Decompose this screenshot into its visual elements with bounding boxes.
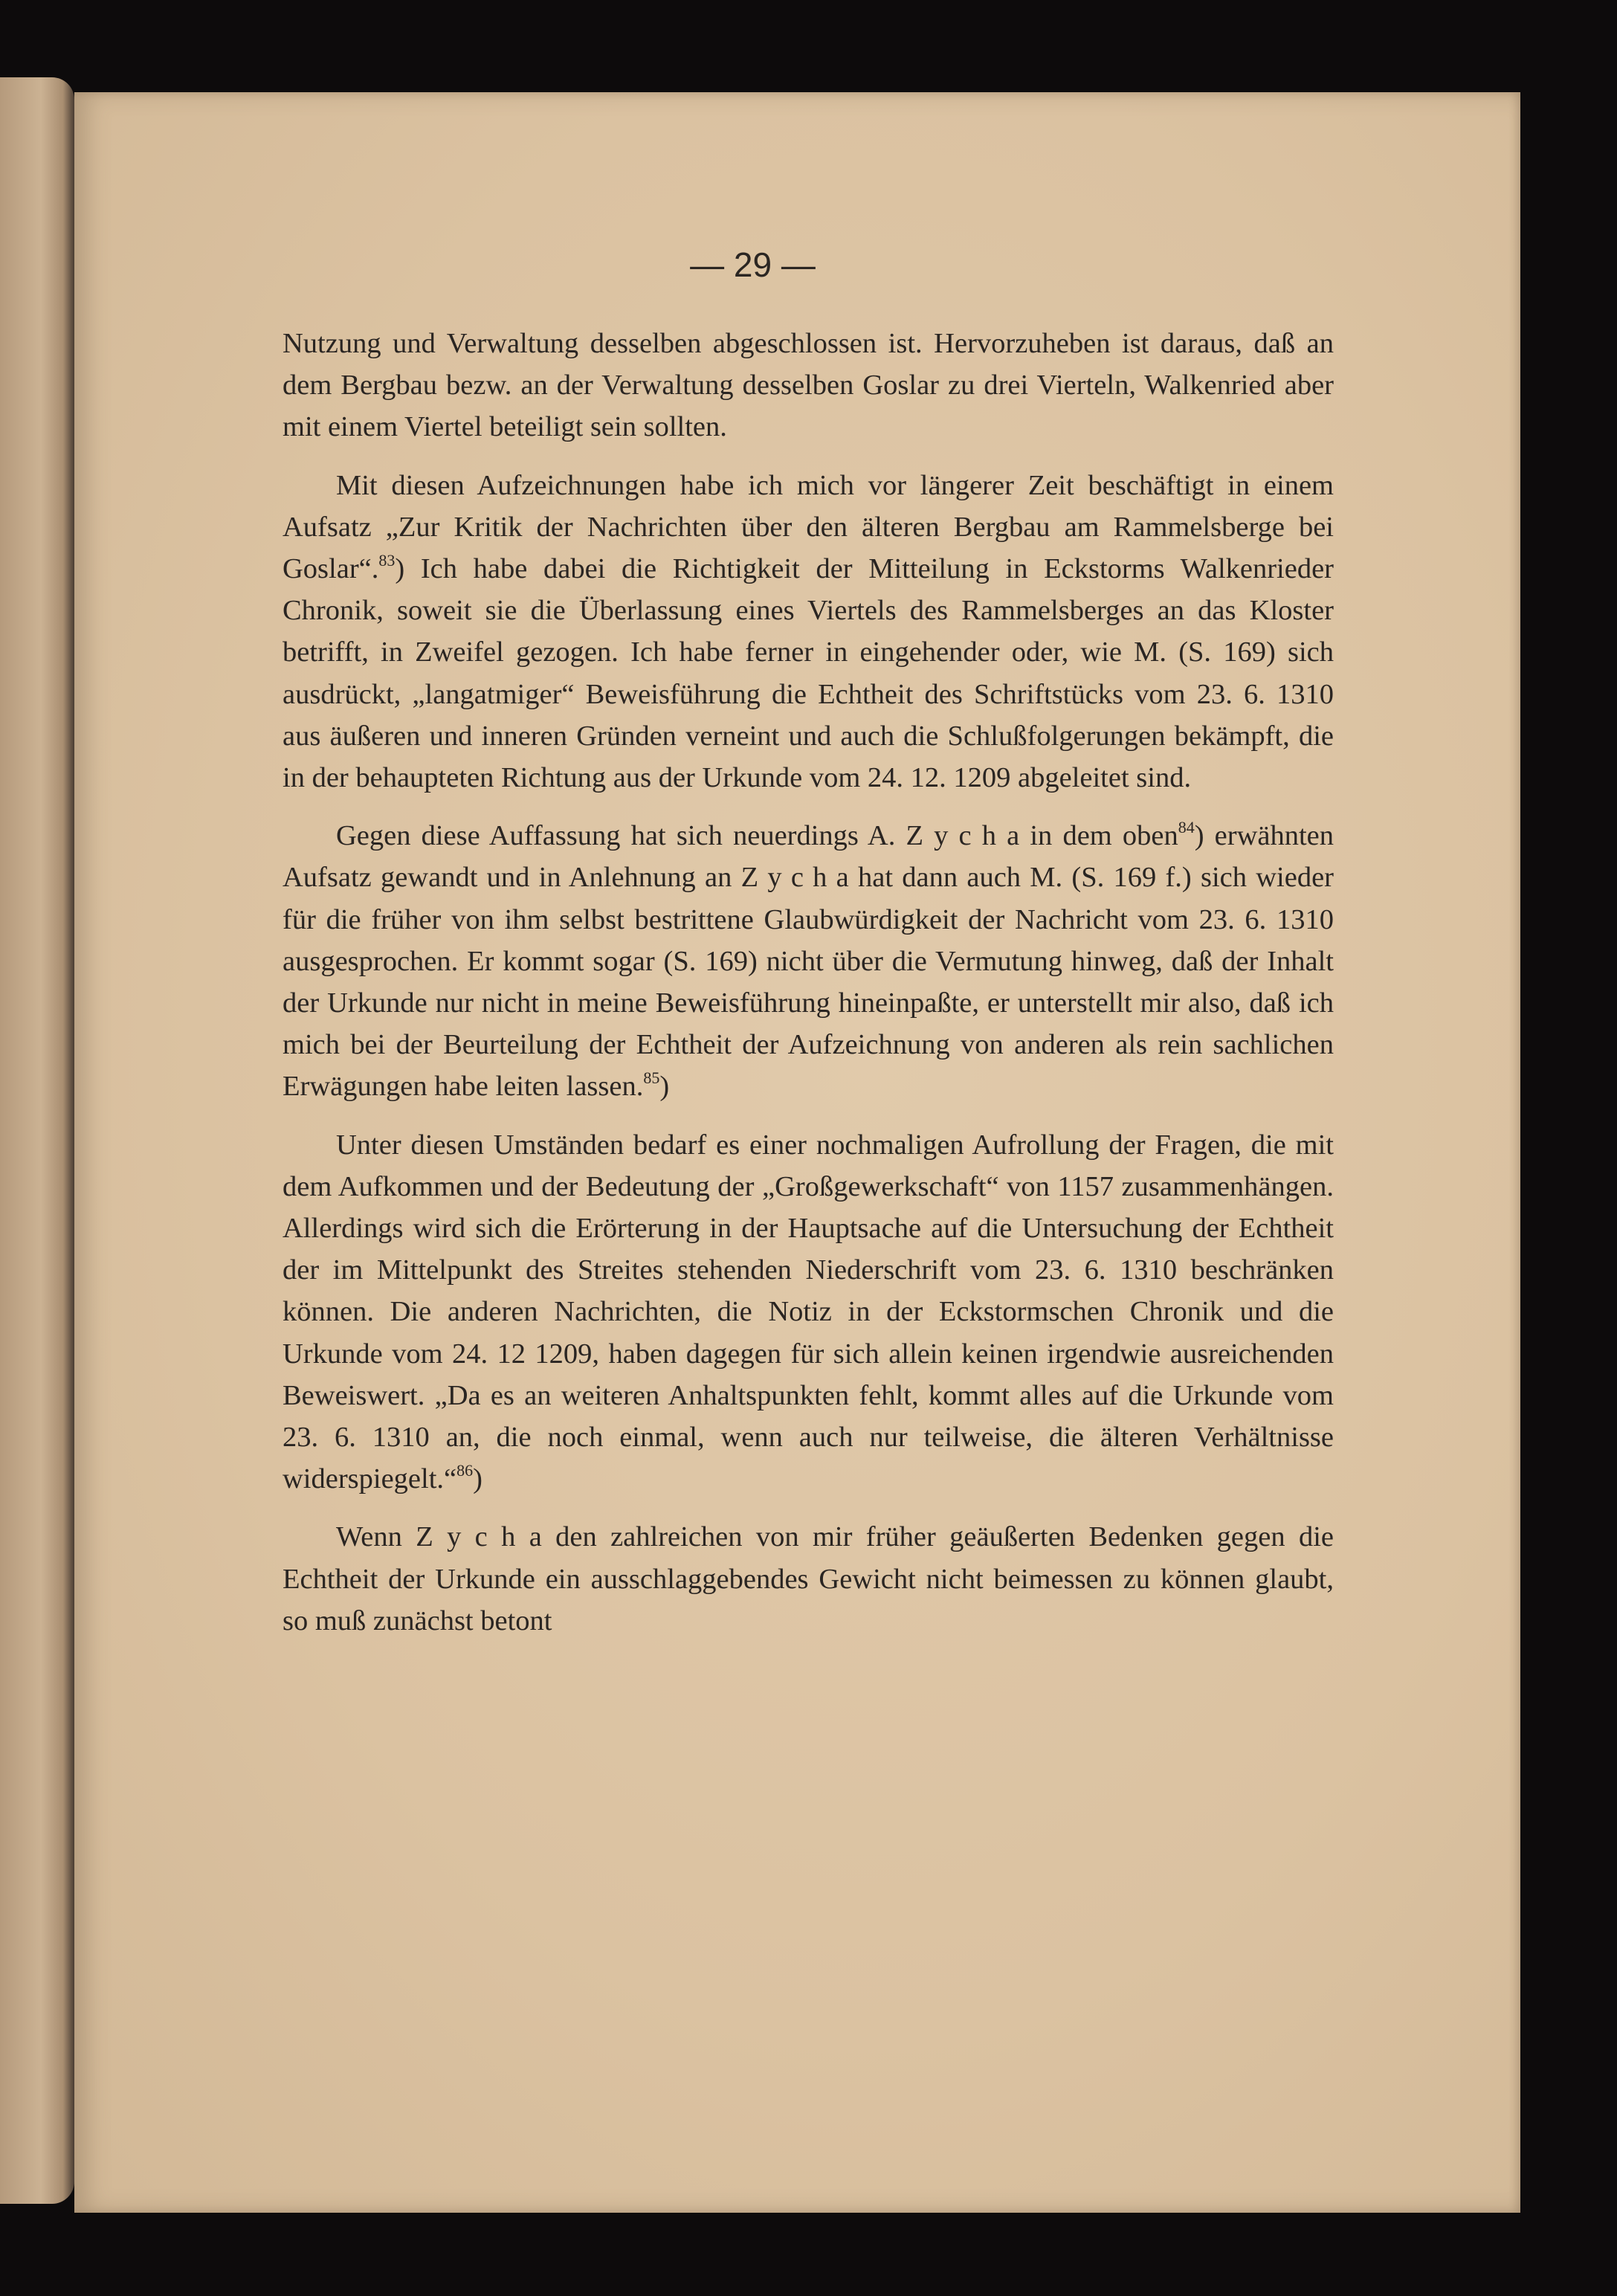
footnote-marker: 85	[643, 1068, 660, 1088]
footnote-marker: 84	[1178, 818, 1195, 837]
paragraph-p5	[283, 1516, 1334, 1642]
paragraph-p3	[283, 815, 1334, 1107]
footnote-marker: 83	[378, 551, 396, 570]
footnote-marker: 86	[456, 1461, 474, 1480]
text-segment: ) erwähnten Aufsatz gewandt und in Anlehnung an Z y c h a hat dann auch M. (S. 169 f.) sich wieder für die früher von ihm selbst bestrittene Glaubwürdigkeit der Nachricht vom 23. 6. 1310 ausgesprochen. Er kommt sogar (S. 169) nicht über die Vermutung hinweg, daß der Inhalt der Urkunde nur nicht in meine Beweisführung hineinpaßte, er unterstellt mir also, daß ich mich bei der Beurteilung der Echtheit der Aufzeichnung von anderen als rein sachlichen Erwägungen habe leiten lassen.	[283, 820, 1334, 1103]
body-text	[283, 323, 1334, 1658]
left-page-edge	[0, 77, 74, 2204]
text-segment: )	[473, 1463, 482, 1495]
book-page	[74, 92, 1520, 2213]
text-segment: Wenn Z y c h a den zahlreichen von mir früher geäußerten Bedenken gegen die Echtheit der Urkunde ein ausschlaggebendes Gewicht nicht beimessen zu können glaubt, so muß zunächst betont	[283, 1521, 1334, 1636]
page-number: — 29 —	[690, 245, 816, 284]
paragraph-p1	[283, 323, 1334, 448]
paragraph-p4	[283, 1124, 1334, 1500]
text-segment: Nutzung und Verwaltung desselben abgeschlossen ist. Hervorzuheben ist daraus, daß an dem Bergbau bezw. an der Verwaltung desselben Goslar zu drei Vierteln, Walkenried aber mit einem Viertel beteiligt sein sollten.	[283, 328, 1334, 443]
text-segment: )	[659, 1071, 670, 1103]
text-segment: Gegen diese Auffassung hat sich neuerdings A. Z y c h a in dem oben	[336, 820, 1178, 852]
text-segment: Mit diesen Aufzeichnungen habe ich mich vor längerer Zeit beschäftigt in einem Aufsatz „Zur Kritik der Nachrichten über den älteren Bergbau am Rammelsberge bei Goslar“.	[283, 469, 1334, 585]
text-segment: Unter diesen Umständen bedarf es einer nochmaligen Aufrollung der Fragen, die mit dem Aufkommen und der Bedeutung der „Großgewerkschaft“ von 1157 zusammenhängen. Allerdings wird sich die Erörterung in der Hauptsache auf die Untersuchung der Echtheit der im Mittelpunkt des Streites stehenden Niederschrift vom 23. 6. 1310 beschränken können. Die anderen Nachrichten, die Notiz in der Eckstormschen Chronik und die Urkunde vom 24. 12 1209, haben dagegen für sich allein keinen irgendwie ausreichenden Beweiswert. „Da es an weiteren Anhaltspunkten fehlt, kommt alles auf die Urkunde vom 23. 6. 1310 an, die noch einmal, wenn auch nur teilweise, die älteren Verhältnisse widerspiegelt.“	[283, 1129, 1334, 1495]
paragraph-p2	[283, 465, 1334, 799]
text-segment: ) Ich habe dabei die Richtigkeit der Mitteilung in Eckstorms Walkenrieder Chronik, soweit sie die Überlassung eines Viertels des Rammelsberges an das Kloster betrifft, in Zweifel gezogen. Ich habe ferner in eingehender oder, wie M. (S. 169) sich ausdrückt, „langatmiger“ Beweisführung die Echtheit des Schriftstücks vom 23. 6. 1310 aus äußeren und inneren Gründen verneint und auch die Schlußfolgerungen bekämpft, die in der behaupteten Richtung aus der Urkunde vom 24. 12. 1209 abgeleitet sind.	[283, 553, 1334, 794]
